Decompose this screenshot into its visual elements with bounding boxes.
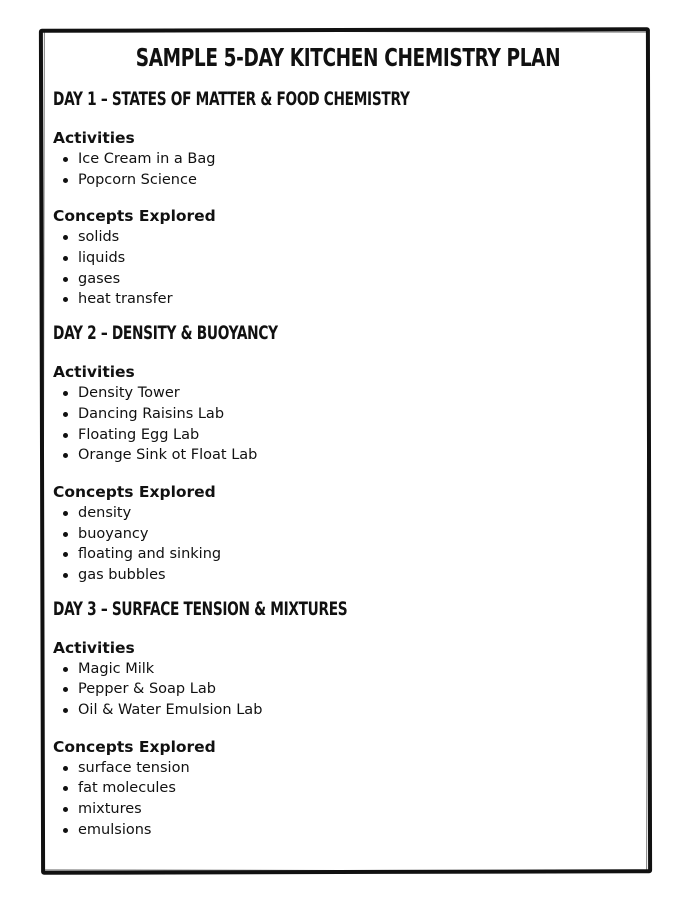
concepts-list xyxy=(53,227,643,310)
list-item: density xyxy=(53,503,643,524)
bullet-icon xyxy=(63,235,68,240)
bullet-icon xyxy=(63,573,68,578)
list-item: surface tension xyxy=(53,758,643,779)
bullet-icon xyxy=(63,277,68,282)
concepts-heading: Concepts Explored xyxy=(53,737,216,756)
activities-heading: Activities xyxy=(53,363,135,382)
document-title: SAMPLE 5-DAY KITCHEN CHEMISTRY PLAN xyxy=(135,43,561,72)
list-item: Density Tower xyxy=(53,383,643,404)
bullet-icon xyxy=(63,532,68,537)
list-item: buoyancy xyxy=(53,524,643,545)
bullet-icon xyxy=(63,157,68,162)
activities-heading: Activities xyxy=(53,638,135,657)
list-item: gases xyxy=(53,269,643,290)
list-item: floating and sinking xyxy=(53,544,643,565)
bullet-icon xyxy=(63,433,68,438)
day-section-2 xyxy=(53,321,643,586)
bullet-icon xyxy=(63,453,68,458)
list-item: solids xyxy=(53,227,643,248)
bullet-icon xyxy=(63,687,68,692)
day-section-3 xyxy=(53,597,643,841)
activities-list xyxy=(53,383,643,466)
concepts-heading: Concepts Explored xyxy=(53,207,216,226)
list-item: gas bubbles xyxy=(53,565,643,586)
list-item: Dancing Raisins Lab xyxy=(53,404,643,425)
list-item: fat molecules xyxy=(53,778,643,799)
day-heading: DAY 1 – STATES OF MATTER & FOOD CHEMISTRY xyxy=(53,89,410,110)
list-item: emulsions xyxy=(53,820,643,841)
concepts-list xyxy=(53,503,643,586)
day-section-1 xyxy=(53,87,643,310)
bullet-icon xyxy=(63,511,68,516)
list-item: Ice Cream in a Bag xyxy=(53,149,643,170)
bullet-icon xyxy=(63,412,68,417)
list-item: Popcorn Science xyxy=(53,170,643,191)
bullet-icon xyxy=(63,786,68,791)
concepts-heading: Concepts Explored xyxy=(53,482,216,501)
list-item: Pepper & Soap Lab xyxy=(53,679,643,700)
bullet-icon xyxy=(63,708,68,713)
list-item: Orange Sink ot Float Lab xyxy=(53,445,643,466)
bullet-icon xyxy=(63,828,68,833)
list-item: Floating Egg Lab xyxy=(53,425,643,446)
day-heading: DAY 3 – SURFACE TENSION & MIXTURES xyxy=(53,598,348,620)
bullet-icon xyxy=(63,552,68,557)
concepts-list xyxy=(53,758,643,841)
bullet-icon xyxy=(63,178,68,183)
activities-list xyxy=(53,149,643,190)
list-item: liquids xyxy=(53,248,643,269)
bullet-icon xyxy=(63,807,68,812)
bullet-icon xyxy=(63,667,68,672)
bullet-icon xyxy=(63,297,68,302)
bullet-icon xyxy=(63,256,68,261)
list-item: mixtures xyxy=(53,799,643,820)
document-content xyxy=(53,40,643,840)
list-item: Magic Milk xyxy=(53,659,643,680)
activities-heading: Activities xyxy=(53,129,135,147)
activities-list xyxy=(53,659,643,721)
day-heading: DAY 2 – DENSITY & BUOYANCY xyxy=(53,323,278,345)
bullet-icon xyxy=(63,391,68,396)
list-item: Oil & Water Emulsion Lab xyxy=(53,700,643,721)
list-item: heat transfer xyxy=(53,289,643,310)
bullet-icon xyxy=(63,766,68,771)
